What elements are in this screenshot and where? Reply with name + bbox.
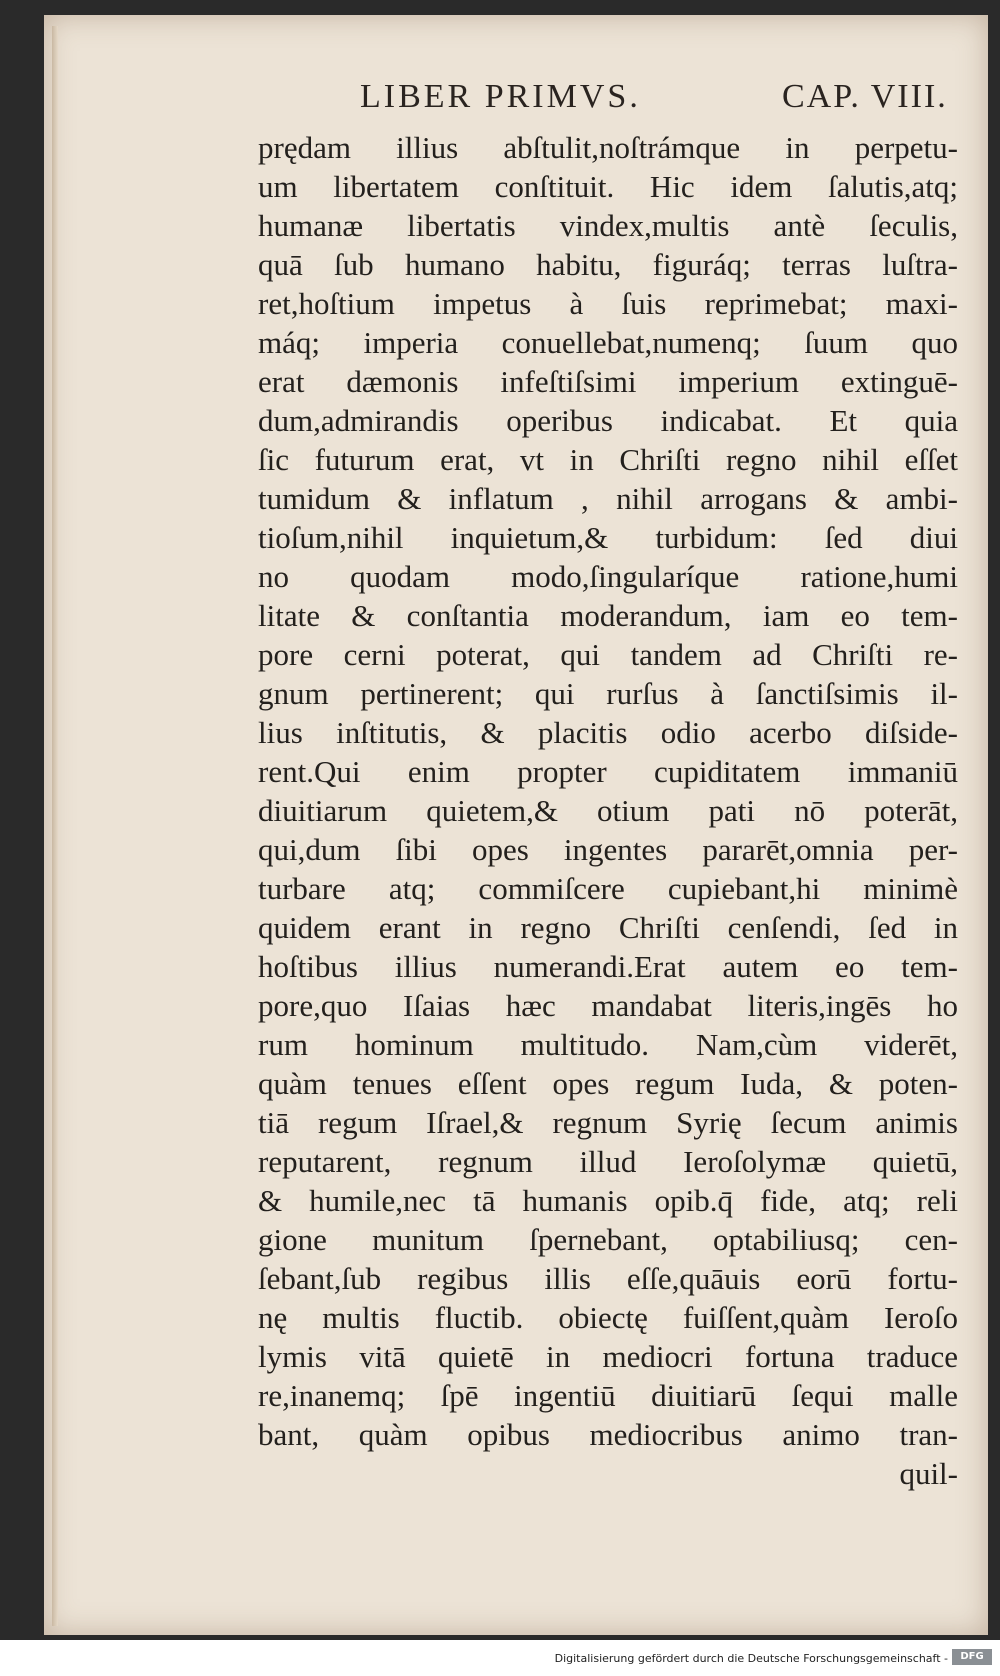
text-line: um libertatem conſtituit. Hic idem ſalutis,atq; — [258, 169, 958, 204]
text-line: hoſtibus illius numerandi.Erat autem eo tem- — [258, 949, 958, 984]
text-line: quàm tenues eſſent opes regum Iuda, & poten- — [258, 1066, 958, 1101]
text-line: humanæ libertatis vindex,multis antè ſeculis, — [258, 208, 958, 243]
text-line: ſic futurum erat, vt in Chriſti regno nihil eſſet — [258, 442, 958, 477]
text-line: qui,dum ſibi opes ingentes pararēt,omnia per- — [258, 832, 958, 867]
text-line: diuitiarum quietem,& otium pati nō poterāt, — [258, 793, 958, 828]
text-line: bant, quàm opibus mediocribus animo tran- — [258, 1417, 958, 1452]
text-line: re,inanemq; ſpē ingentiū diuitiarū ſequi malle — [258, 1378, 958, 1413]
dfg-logo: DFG — [952, 1649, 992, 1665]
text-line: lymis vitā quietē in mediocri fortuna traduce — [258, 1339, 958, 1374]
text-line: ret,hoſtium impetus à ſuis reprimebat; maxi- — [258, 286, 958, 321]
text-line: quidem erant in regno Chriſti cenſendi, ſed in — [258, 910, 958, 945]
text-line: quā ſub humano habitu, figuráq; terras luſtra- — [258, 247, 958, 282]
text-line: tiā regum Iſrael,& regnum Syrię ſecum animis — [258, 1105, 958, 1140]
text-line: rent.Qui enim propter cupiditatem immaniū — [258, 754, 958, 789]
text-line: erat dæmonis infeſtiſsimi imperium extinguē- — [258, 364, 958, 399]
page-header — [0, 78, 1000, 126]
text-line: gnum pertinerent; qui rurſus à ſanctiſsimis il- — [258, 676, 958, 711]
text-line: nę multis fluctib. obiectę fuiſſent,quàm Ieroſo — [258, 1300, 958, 1335]
text-line: lius inſtitutis, & placitis odio acerbo diſside- — [258, 715, 958, 750]
text-line: máq; imperia conuellebat,numenq; ſuum quo — [258, 325, 958, 360]
text-line: quil- — [899, 1456, 958, 1491]
text-line: gione munitum ſpernebant, optabiliusq; cen- — [258, 1222, 958, 1257]
running-head: LIBER PRIMVS. — [360, 78, 641, 115]
text-line: tumidum & inflatum , nihil arrogans & ambi- — [258, 481, 958, 516]
text-line: turbare atq; commiſcere cupiebant,hi minimè — [258, 871, 958, 906]
text-line: & humile,nec tā humanis opib.q̄ fide, atq; reli — [258, 1183, 958, 1218]
text-line: reputarent, regnum illud Ieroſolymæ quietū, — [258, 1144, 958, 1179]
text-line: pore,quo Iſaias hæc mandabat literis,ingēs ho — [258, 988, 958, 1023]
body-text — [258, 128, 958, 1493]
chapter-heading: CAP. VIII. — [782, 78, 948, 115]
text-line: litate & conſtantia moderandum, iam eo tem- — [258, 598, 958, 633]
text-line: rum hominum multitudo. Nam,cùm viderēt, — [258, 1027, 958, 1062]
text-line: tioſum,nihil inquietum,& turbidum: ſed diui — [258, 520, 958, 555]
text-line: dum,admirandis operibus indicabat. Et quia — [258, 403, 958, 438]
footer-bar — [0, 1640, 1000, 1676]
text-line: ſebant,ſub regibus illis eſſe,quāuis eorū fortu- — [258, 1261, 958, 1296]
text-line: no quodam modo,ſingularíque ratione,humi — [258, 559, 958, 594]
text-line: prędam illius abſtulit,noſtrámque in perpetu- — [258, 130, 958, 165]
text-line: pore cerni poterat, qui tandem ad Chriſti re- — [258, 637, 958, 672]
page-gutter-edge — [52, 26, 58, 1626]
digitization-credit: Digitalisierung gefördert durch die Deutsche Forschungsgemeinschaft - — [554, 1652, 948, 1665]
